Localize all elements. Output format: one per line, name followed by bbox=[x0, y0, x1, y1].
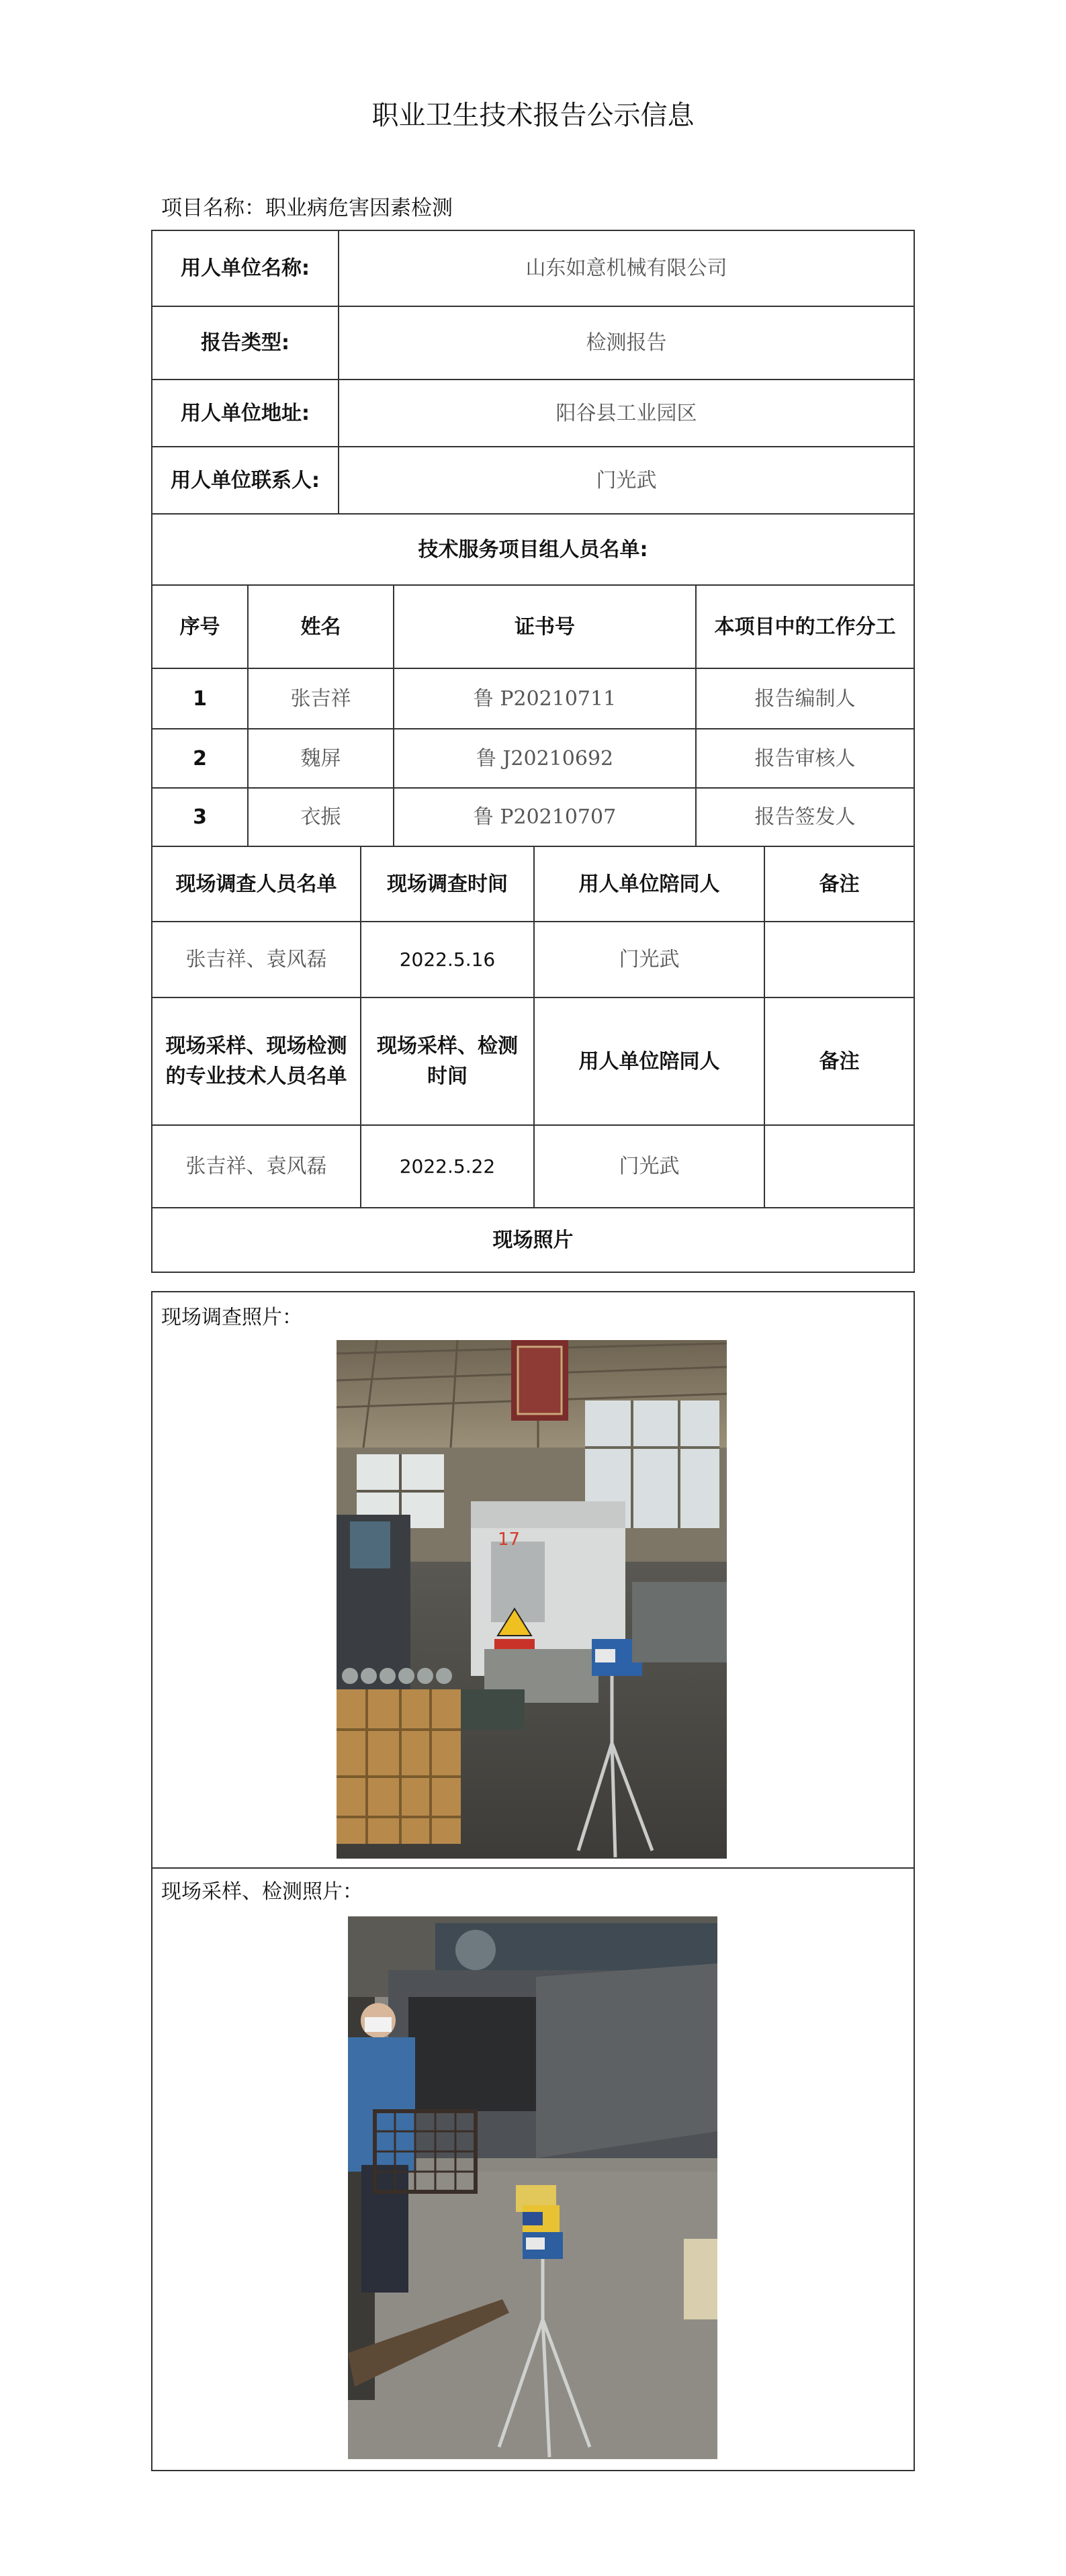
survey-col-remark: 备注 bbox=[819, 872, 860, 896]
sampling-col-companion: 用人单位陪同人 bbox=[578, 1049, 720, 1073]
team-row-2-cert: 鲁 J20210692 bbox=[476, 746, 614, 770]
sampling-photo bbox=[348, 1916, 717, 2459]
address-label: 用人单位地址: bbox=[181, 401, 310, 425]
unit-name-label: 用人单位名称: bbox=[181, 257, 310, 280]
sampling-companion: 门光武 bbox=[619, 1155, 680, 1178]
team-row-2-role: 报告审核人 bbox=[754, 746, 856, 770]
photos-heading: 现场照片 bbox=[492, 1228, 574, 1252]
info-table bbox=[151, 230, 915, 1273]
team-row-3-cert: 鲁 P20210707 bbox=[473, 805, 617, 829]
contact-label: 用人单位联系人: bbox=[171, 468, 320, 492]
team-row-1-name: 张吉祥 bbox=[290, 686, 351, 711]
contact-value: 门光武 bbox=[596, 468, 657, 492]
team-heading: 技术服务项目组人员名单: bbox=[418, 537, 648, 562]
sampling-col-staff: 现场采样、现场检测的专业技术人员名单 bbox=[165, 1034, 347, 1088]
sampling-col-remark: 备注 bbox=[819, 1049, 860, 1073]
team-col-cert: 证书号 bbox=[515, 615, 575, 639]
survey-photo-label: 现场调查照片： bbox=[161, 1306, 302, 1329]
team-row-3-name: 衣振 bbox=[300, 805, 341, 829]
sampling-time: 2022.5.22 bbox=[399, 1155, 496, 1178]
team-col-role: 本项目中的工作分工 bbox=[714, 615, 896, 639]
survey-staff: 张吉祥、袁风磊 bbox=[185, 948, 327, 971]
team-col-index: 序号 bbox=[179, 615, 220, 639]
project-name bbox=[161, 191, 453, 221]
unit-name-value: 山东如意机械有限公司 bbox=[525, 257, 727, 280]
project-name-value: 职业病危害因素检测 bbox=[265, 196, 453, 220]
svg-text:17: 17 bbox=[498, 1529, 521, 1550]
survey-companion: 门光武 bbox=[619, 948, 680, 971]
survey-photo bbox=[337, 1340, 727, 1859]
survey-time: 2022.5.16 bbox=[399, 948, 496, 971]
team-row-1-index: 1 bbox=[193, 686, 207, 711]
team-col-name: 姓名 bbox=[300, 615, 341, 639]
survey-col-staff: 现场调查人员名单 bbox=[175, 872, 337, 896]
survey-remark bbox=[765, 922, 914, 997]
survey-col-time: 现场调查时间 bbox=[387, 872, 508, 896]
page-title: 职业卫生技术报告公示信息 bbox=[371, 100, 695, 131]
team-row-1-role: 报告编制人 bbox=[754, 686, 856, 711]
sampling-remark bbox=[765, 1126, 914, 1207]
sampling-photo-label: 现场采样、检测照片： bbox=[161, 1880, 363, 1904]
survey-col-companion: 用人单位陪同人 bbox=[578, 872, 720, 896]
team-row-3-index: 3 bbox=[193, 805, 207, 829]
project-name-label: 项目名称： bbox=[161, 196, 265, 220]
report-type-value: 检测报告 bbox=[586, 331, 667, 355]
team-row-3-role: 报告签发人 bbox=[754, 805, 856, 829]
sampling-staff: 张吉祥、袁风磊 bbox=[185, 1155, 327, 1178]
team-row-1-cert: 鲁 P20210711 bbox=[473, 686, 617, 711]
team-row-2-name: 魏屏 bbox=[300, 746, 341, 770]
address-value: 阳谷县工业园区 bbox=[556, 401, 697, 425]
sampling-col-time: 现场采样、检测时间 bbox=[377, 1034, 518, 1088]
report-type-label: 报告类型: bbox=[201, 331, 290, 355]
team-row-2-index: 2 bbox=[193, 746, 207, 770]
